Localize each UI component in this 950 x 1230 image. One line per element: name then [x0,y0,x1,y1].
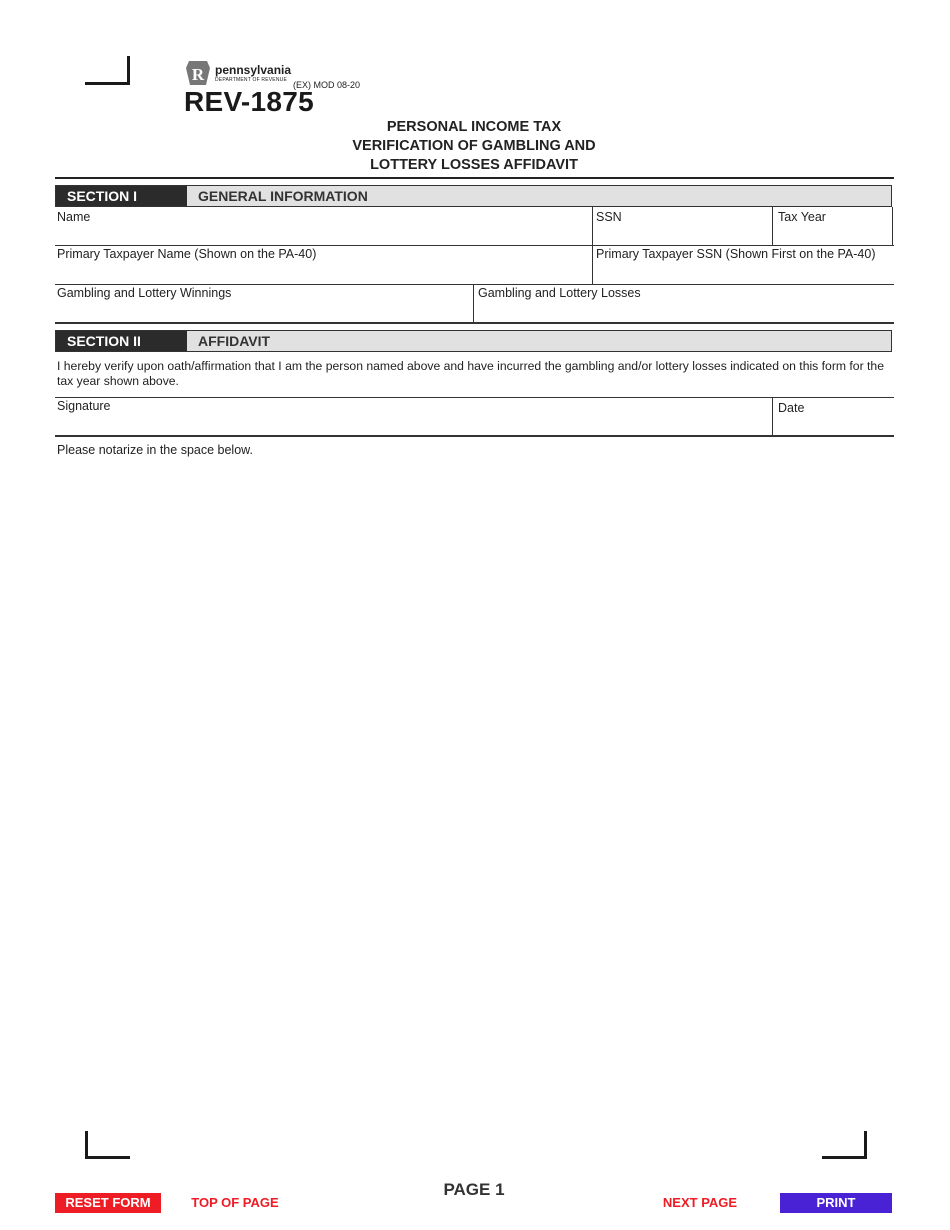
section-2-heading: AFFIDAVIT [198,333,271,349]
divider [892,207,893,245]
divider [592,207,593,245]
logo-department: DEPARTMENT OF REVENUE [215,77,287,83]
top-of-page-link[interactable]: TOP OF PAGE [191,1195,279,1210]
divider [592,245,593,284]
section-2-tag: SECTION II [56,331,187,351]
ssn-label: SSN [596,210,622,224]
registration-mark-bottom-left [85,1131,130,1159]
keystone-logo-icon [185,60,211,86]
date-label: Date [778,401,805,415]
form-number: REV-1875 [184,86,315,117]
form-title-line-2: VERIFICATION OF GAMBLING AND [352,138,596,154]
divider [55,397,894,398]
divider [55,322,894,324]
notarize-instruction: Please notarize in the space below. [57,443,253,457]
form-title-line-3: LOTTERY LOSSES AFFIDAVIT [370,157,578,173]
primary-taxpayer-ssn-label: Primary Taxpayer SSN (Shown First on the PA-40) [596,247,876,261]
winnings-label: Gambling and Lottery Winnings [57,286,232,300]
next-page-link[interactable]: NEXT PAGE [662,1195,738,1210]
losses-label: Gambling and Lottery Losses [478,286,641,300]
section-1-header [55,185,892,207]
section-2-header [55,330,892,352]
page-number: PAGE 1 [443,1180,505,1199]
reset-form-button[interactable]: RESET FORM [55,1193,161,1213]
signature-label: Signature [57,399,111,413]
divider [55,435,894,437]
registration-mark-bottom-right [822,1131,867,1159]
logo-wordmark: pennsylvania [215,63,292,77]
affidavit-statement: I hereby verify upon oath/affirmation that I am the person named above and have incurred the gambling and/or lottery losses indicated on this form for the tax year shown above. [57,359,884,388]
print-button[interactable]: PRINT [780,1193,892,1213]
divider [772,207,773,245]
revision-code: (EX) MOD 08-20 [293,80,361,90]
title-divider [55,177,894,179]
divider [55,284,894,285]
name-label: Name [57,210,91,224]
section-1-heading: GENERAL INFORMATION [198,188,368,204]
tax-year-label: Tax Year [778,210,826,224]
primary-taxpayer-name-label: Primary Taxpayer Name (Shown on the PA-40) [57,247,317,261]
divider [55,245,894,246]
divider [473,284,474,322]
registration-mark-top-left [85,56,130,85]
svg-text:R: R [191,65,205,84]
form-title-line-1: PERSONAL INCOME TAX [386,119,562,135]
section-1-tag: SECTION I [56,186,187,206]
divider [772,397,773,436]
